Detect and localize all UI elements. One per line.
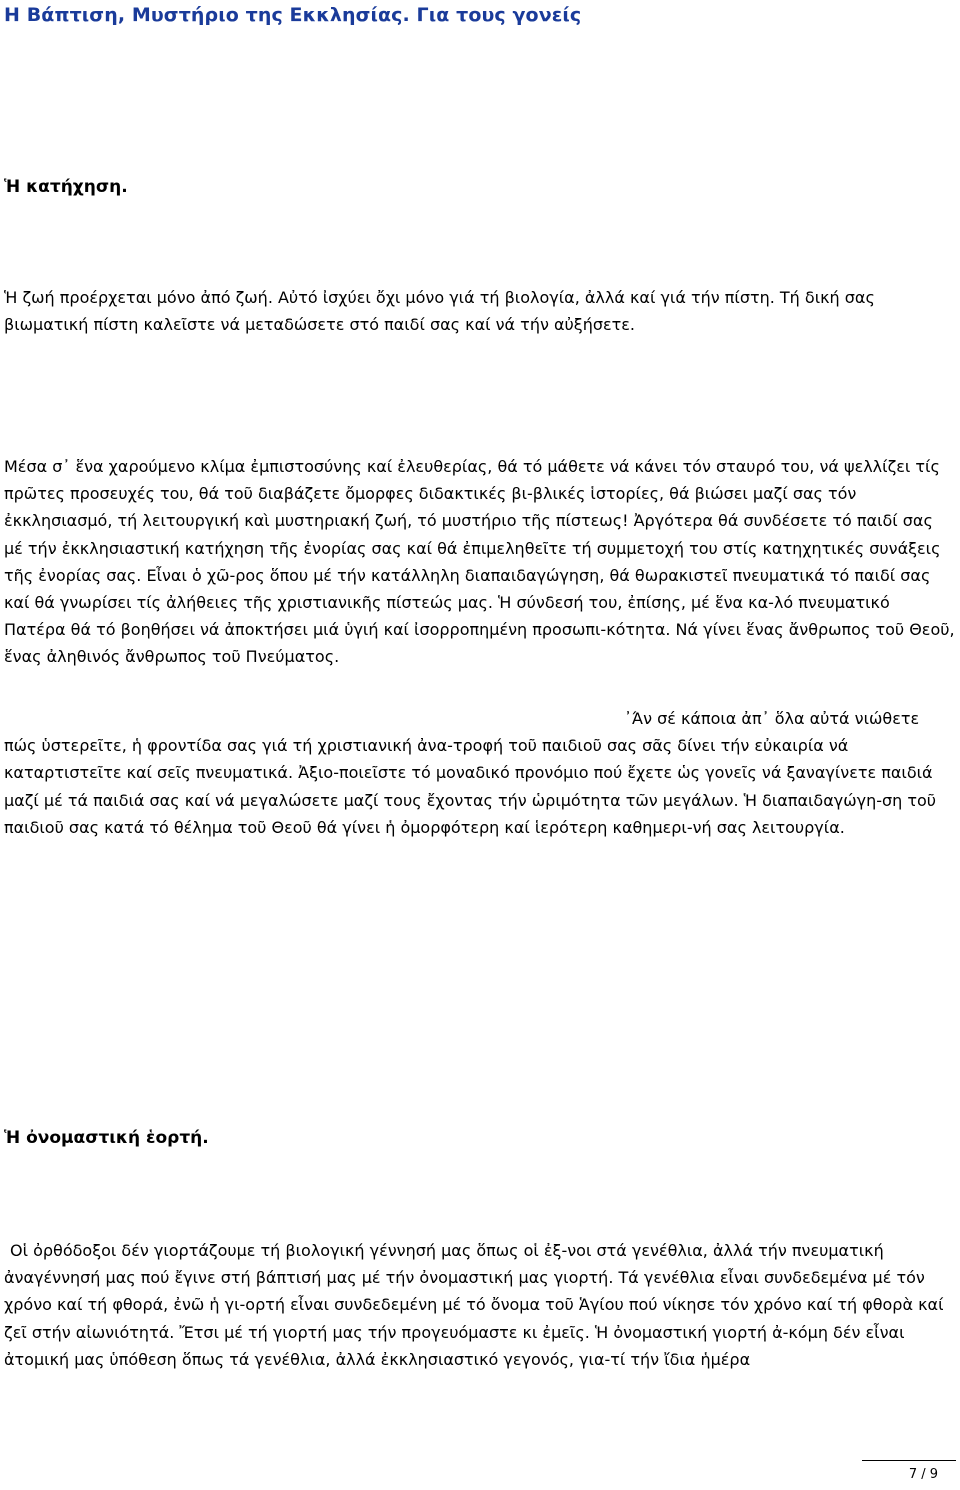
section-heading-catechesis: Ἡ κατήχηση.: [4, 177, 128, 197]
paragraph-parents-formation: ᾽Άν σέ κάποια ἀπ᾽ ὅλα αὐτά νιώθετε πώς ὑστερεῖτε, ἡ φροντίδα σας γιά τή χριστιανική ἀνα-τροφή τοῦ παιδιοῦ σας σᾶς δίνει τήν εὐκαιρία νά καταρτιστεῖτε καί σεῖς πνευματικά. Ἀξιο-ποιεῖστε τό μοναδικό προνόμιο πού ἔχετε ὡς γονεῖς νά ξαναγίνετε παιδιά μαζί μέ τά παιδιά σας καί νά μεγαλώσετε μαζί τους ἔχοντας τήν ὡριμότητα τῶν μεγάλων. Ἡ διαπαιδαγώγη-ση τοῦ παιδιοῦ σας κατά τό θέλημα τοῦ Θεοῦ θά γίνει ἡ ὀμορφότερη καί ἱερότερη καθημερι-νή σας λειτουργία.: [4, 709, 937, 837]
footer-divider: [862, 1460, 956, 1461]
paragraph-life-from-life: Ἡ ζωή προέρχεται μόνο ἀπό ζωή. Αὐτό ἰσχύει ὄχι μόνο γιά τή βιολογία, ἀλλά καί γιά τήν πίστη. Τή δική σας βιωματική πίστη καλεῖστε νά μεταδώσετε στό παιδί σας καί νά τήν αὐξήσετε.: [4, 288, 875, 335]
paragraph-joyful-climate: Μέσα σ᾽ ἕνα χαρούμενο κλίμα ἐμπιστοσύνης καί ἐλευθερίας, θά τό μάθετε νά κάνει τόν σταυρό του, νά ψελλίζει τίς πρῶτες προσευχές του, θά τοῦ διαβάζετε ὄμορφες διδακτικές βι-βλικές ἱστορίες, θά βιώσει μαζί σας τόν ἐκκλησιασμό, τή λειτουργική καὶ μυστηριακή ζωή, τό μυστήριο τῆς πίστεως! Ἀργότερα θά συνδέσετε τό παιδί σας μέ τήν ἐκκλησιαστική κατήχηση τῆς ἐνορίας σας καί θά ἐπιμεληθεῖτε τή συμμετοχή του στίς κατηχητικές συνάξεις τῆς ἐνορίας σας. Εἶναι ὁ χῶ-ρος ὅπου μέ τήν κατάλληλη διαπαιδαγώγηση, θά θωρακιστεῖ πνευματικά τό παιδί σας καί θά γνωρίσει τίς ἀλήθειες τῆς χριστιανικῆς πίστεώς μας. Ἡ σύνδεσή του, ἐπίσης, μέ ἕνα κα-λό πνευματικό Πατέρα θά τό βοηθήσει νά ἀποκτήσει μιά ὑγιή καί ἰσορροπημένη προσωπι-κότητα. Νά γίνει ἕνας ἄνθρωπος τοῦ Θεοῦ, ἕνας ἀληθινός ἄνθρωπος τοῦ Πνεύματος.: [4, 457, 955, 667]
page-number: 7 / 9: [908, 1467, 938, 1482]
section-heading-name-day: Ἡ ὀνομαστική ἑορτή.: [4, 1128, 209, 1148]
document-title: Η Βάπτιση, Μυστήριο της Εκκλησίας. Για τους γονείς: [4, 4, 582, 26]
paragraph-name-day: Οἱ ὀρθόδοξοι δέν γιορτάζουμε τή βιολογική γέννησή μας ὅπως οἱ ἐξ-νοι στά γενέθλια, ἀλλά τήν πνευματική ἀναγέννησή μας πού ἔγινε στή βάπτισή μας μέ τήν ὀνομαστική μας γιορτή. Τά γενέθλια εἶναι συνδεδεμένα μέ τόν χρόνο καί τή φθορά, ἐνῶ ἡ γι-ορτή εἶναι συνδεδεμένη μέ τό ὄνομα τοῦ Ἁγίου πού νίκησε τόν χρόνο καί τή φθορὰ καί ζεῖ στήν αἰωνιότητά. Ἔτσι μέ τή γιορτή μας τήν προγευόμαστε κι ἐμεῖς. Ἡ ὀνομαστική γιορτή ἀ-κόμη δέν εἶναι ἀτομική μας ὑπόθεση ὅπως τά γενέθλια, ἀλλά ἐκκλησιαστικό γεγονός, για-τί τήν ἴδια ἡμέρα: [4, 1241, 944, 1369]
